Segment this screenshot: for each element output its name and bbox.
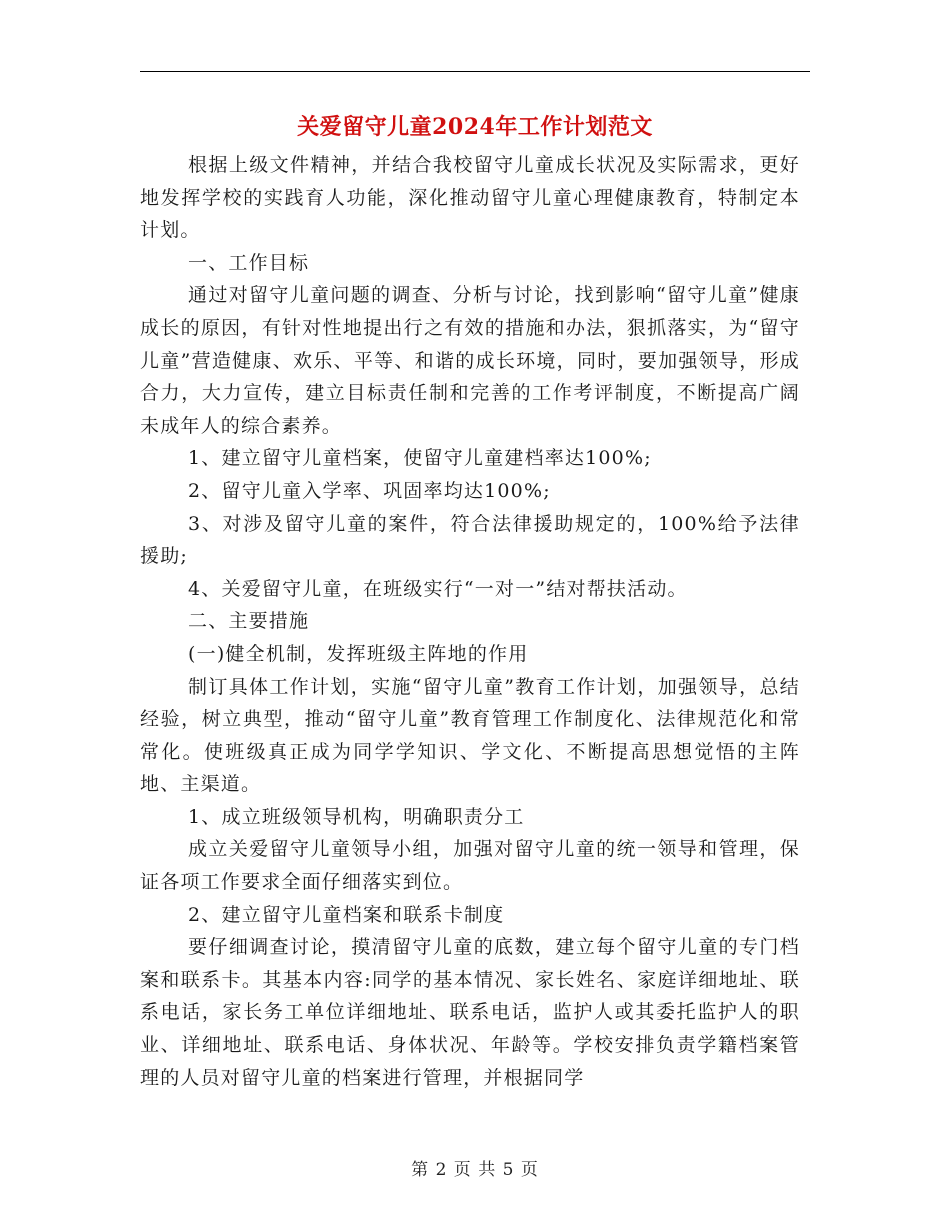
- paragraph-intro: 根据上级文件精神，并结合我校留守儿童成长状况及实际需求，更好地发挥学校的实践育人功能，深化推动留守儿童心理健康教育，特制定本计划。: [140, 154, 800, 242]
- document-title: 关爱留守儿童2024年工作计划范文: [297, 114, 653, 140]
- paragraph-goals: 通过对留守儿童问题的调查、分析与讨论，找到影响“留守儿童”健康成长的原因，有针对性地提出行之有效的措施和办法，狠抓落实，为“留守儿童”营造健康、欢乐、平等、和谐的成长环境，同时，要加强领导，形成合力，大力宣传，建立目标责任制和完善的工作考评制度，不断提高广阔未成年人的综合素养。: [140, 284, 800, 437]
- measure-heading-2: 2、建立留守儿童档案和联系卡制度: [188, 903, 505, 926]
- paragraph-mechanism: 制订具体工作计划，实施“留守儿童”教育工作计划，加强领导，总结经验，树立典型，推动“留守儿童”教育管理工作制度化、法律规范化和常常化。使班级真正成为同学学知识、学文化、不断提高思想觉悟的主阵地、主渠道。: [140, 675, 800, 796]
- header-rule: [140, 71, 810, 72]
- paragraph-measure-1: 成立关爱留守儿童领导小组，加强对留守儿童的统一领导和管理，保证各项工作要求全面仔细落实到位。: [140, 838, 800, 894]
- goal-item-3: 3、对涉及留守儿童的案件，符合法律援助规定的，100%给予法律援助;: [140, 512, 800, 568]
- section-heading-goals: 一、工作目标: [188, 251, 310, 274]
- document-body: [140, 149, 800, 1094]
- page-number: 第 2 页 共 5 页: [411, 1160, 539, 1180]
- subsection-heading-mechanism: (一)健全机制，发挥班级主阵地的作用: [188, 642, 529, 665]
- section-heading-measures: 二、主要措施: [188, 610, 310, 633]
- goal-item-4: 4、关爱留守儿童，在班级实行“一对一”结对帮扶活动。: [188, 577, 688, 600]
- goal-item-1: 1、建立留守儿童档案，使留守儿童建档率达100%;: [188, 447, 652, 470]
- measure-heading-1: 1、成立班级领导机构，明确职责分工: [188, 805, 525, 828]
- goal-item-2: 2、留守儿童入学率、巩固率均达100%;: [188, 479, 551, 502]
- paragraph-measure-2: 要仔细调查讨论，摸清留守儿童的底数，建立每个留守儿童的专门档案和联系卡。其基本内容:同学的基本情况、家长姓名、家庭详细地址、联系电话，家长务工单位详细地址、联系电话，监护人或其委托监护人的职业、详细地址、联系电话、身体状况、年龄等。学校安排负责学籍档案管理的人员对留守儿童的档案进行管理，并根据同学: [140, 936, 800, 1089]
